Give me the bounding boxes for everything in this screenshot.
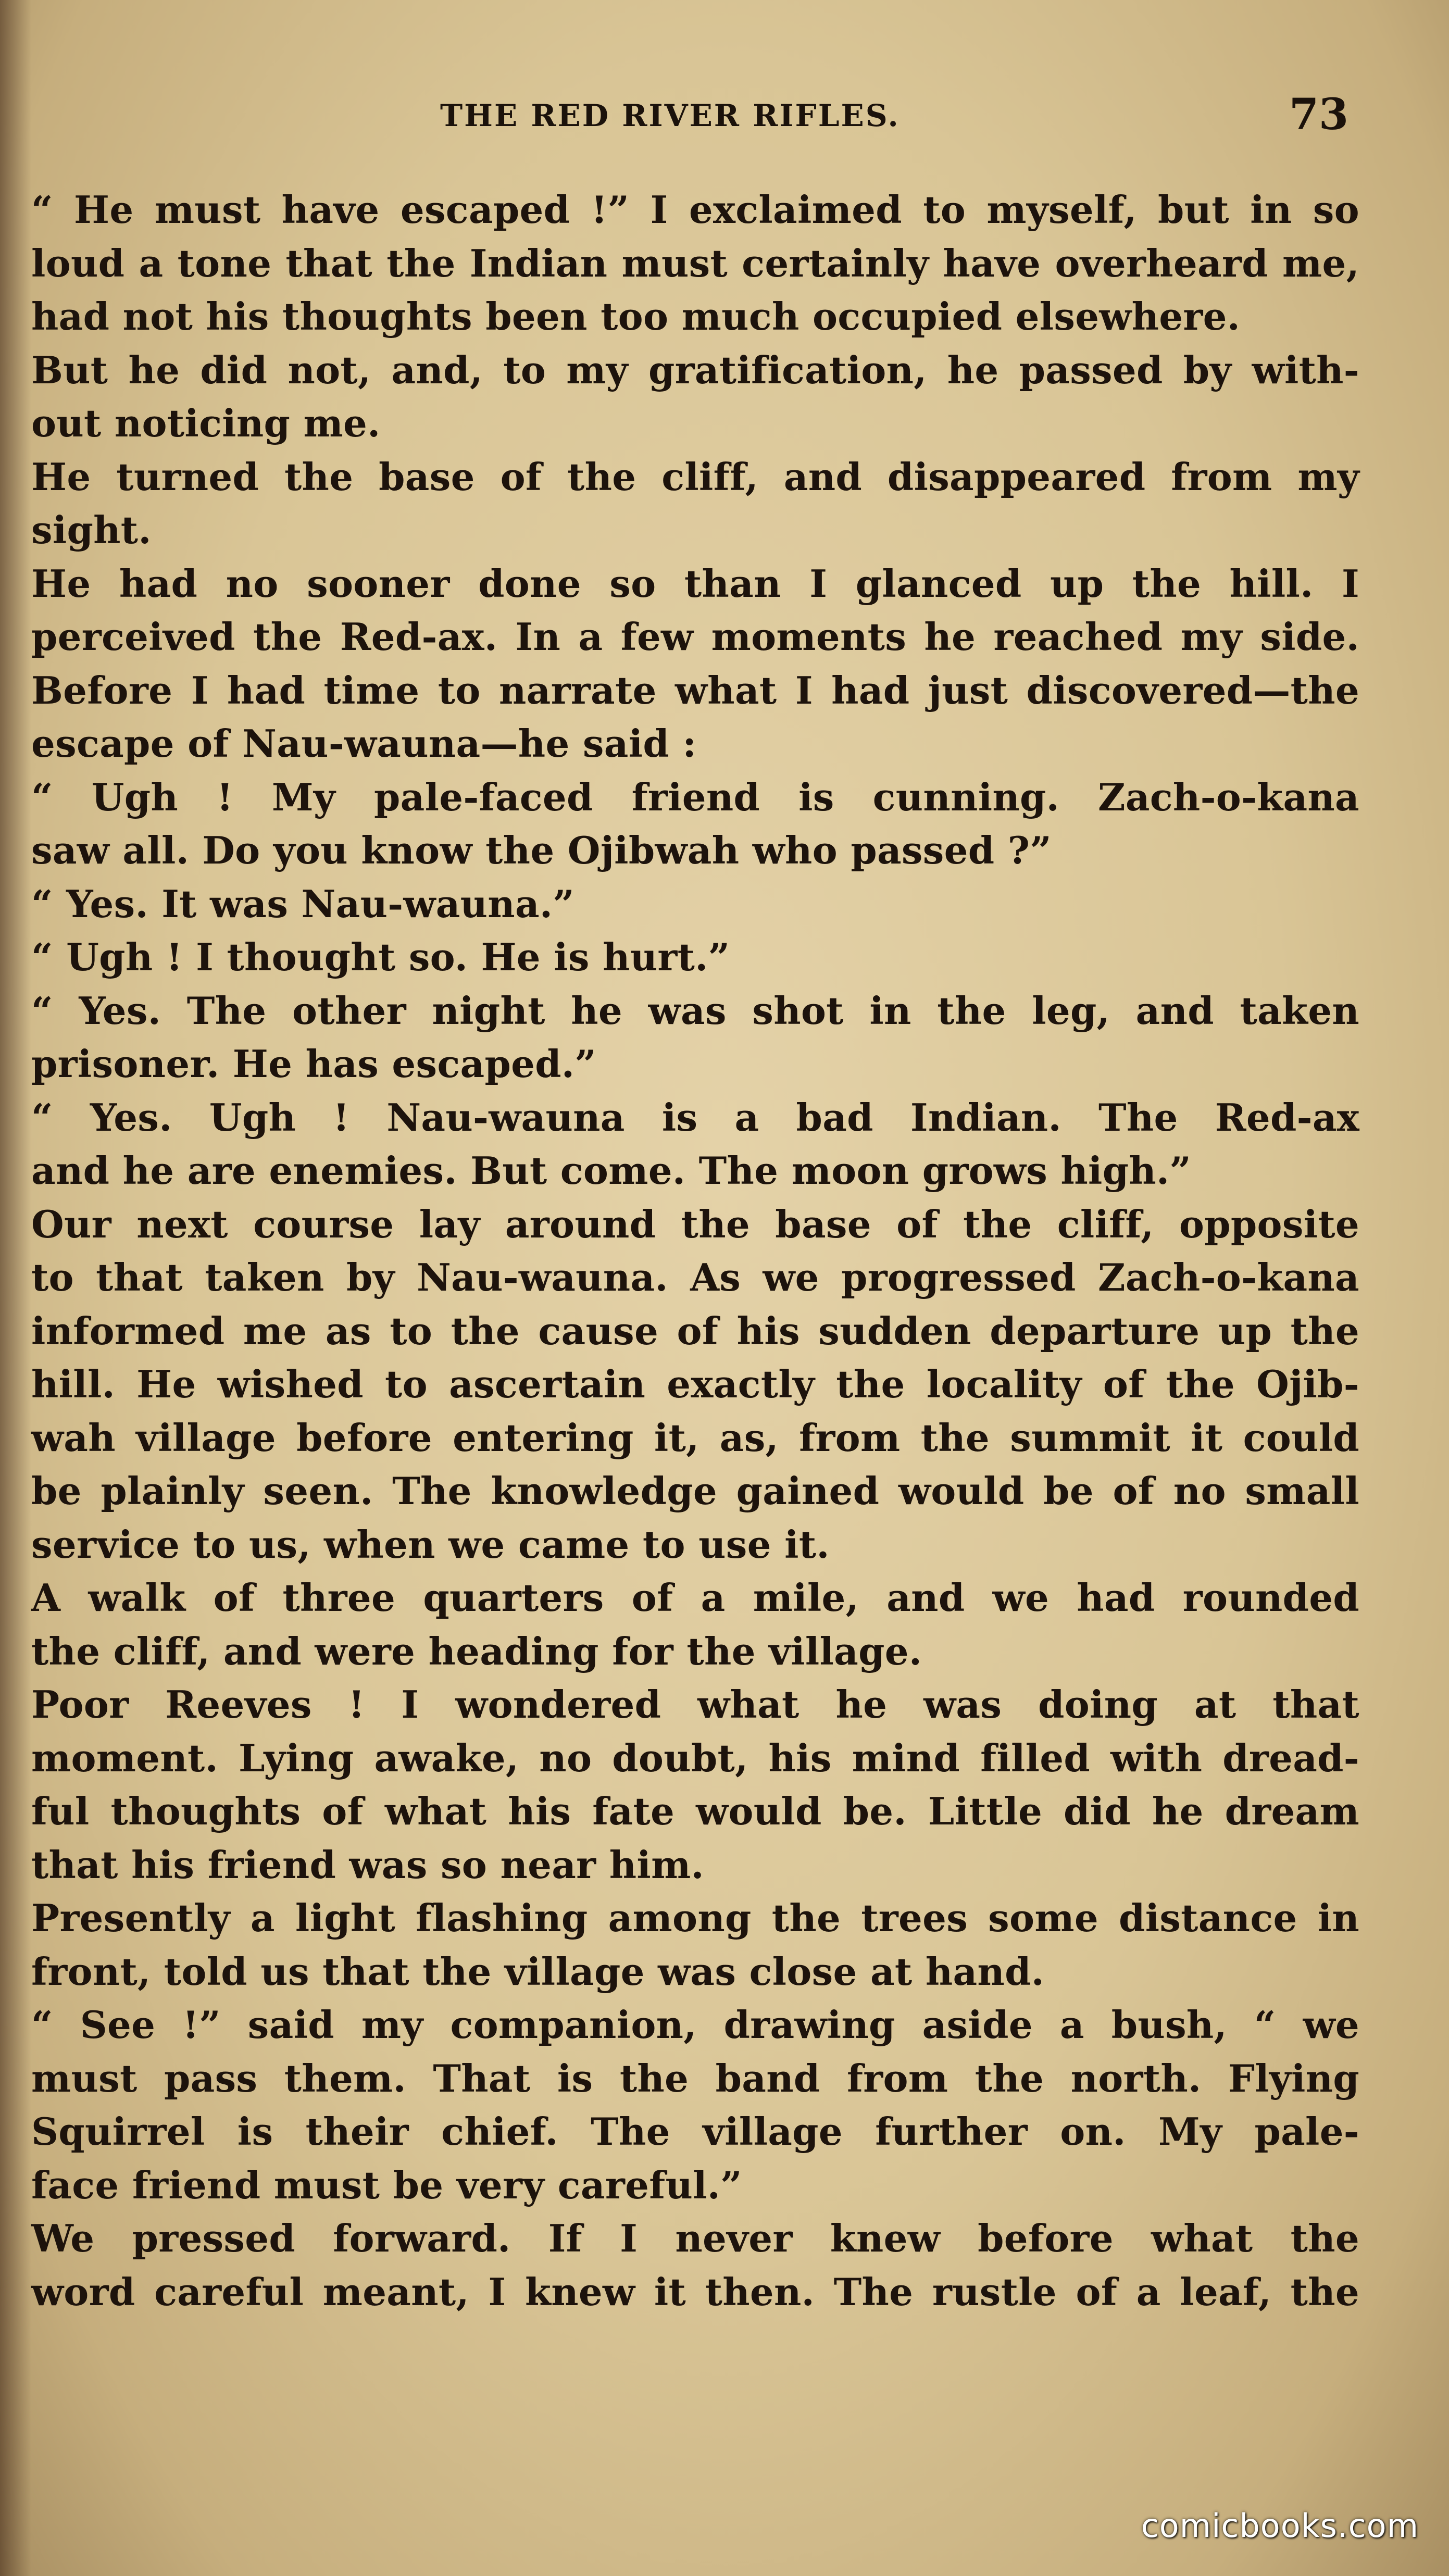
watermark: comicbooks.com: [1141, 2507, 1419, 2545]
text-line: “ He must have escaped !” I exclaimed to myself, but in so: [31, 187, 1359, 232]
body-text: [31, 183, 1359, 2319]
text-line: “ Yes. It was Nau-wauna.”: [31, 881, 574, 926]
text-line: “ See !” said my companion, drawing aside a bush, “ we: [31, 2003, 1359, 2047]
text-line: and he are enemies. But come. The moon grows high.”: [31, 1148, 1192, 1193]
text-line: moment. Lying awake, no doubt, his mind filled with dread-: [31, 1735, 1359, 1780]
text-line: sight.: [31, 508, 152, 552]
text-line: to that taken by Nau-wauna. As we progressed Zach-o-kana: [31, 1255, 1359, 1299]
spine-shadow: [0, 0, 31, 2576]
text-line: informed me as to the cause of his sudden departure up the: [31, 1308, 1359, 1353]
text-line: loud a tone that the Indian must certainly have overheard me,: [31, 241, 1359, 285]
text-line: “ Ugh ! I thought so. He is hurt.”: [31, 935, 730, 979]
text-line: saw all. Do you know the Ojibwah who passed ?”: [31, 828, 1052, 872]
text-line: But he did not, and, to my gratification, he passed by with-: [31, 347, 1359, 392]
running-title: THE RED RIVER RIFLES.: [440, 98, 900, 133]
text-line: Poor Reeves ! I wondered what he was doing at that: [31, 1682, 1359, 1727]
text-line: must pass them. That is the band from the north. Flying: [31, 2056, 1359, 2100]
text-line: Before I had time to narrate what I had just discovered—the: [31, 668, 1359, 712]
text-line: that his friend was so near him.: [31, 1842, 704, 1887]
text-line: escape of Nau-wauna—he said :: [31, 721, 697, 766]
text-line: the cliff, and were heading for the village.: [31, 1629, 922, 1673]
text-line: A walk of three quarters of a mile, and we had rounded: [31, 1575, 1359, 1620]
text-line: front, told us that the village was close at hand.: [31, 1949, 1045, 1994]
text-line: We pressed forward. If I never knew before what the: [31, 2216, 1359, 2260]
text-line: be plainly seen. The knowledge gained would be of no small: [31, 1469, 1359, 1513]
text-line: service to us, when we came to use it.: [31, 1522, 830, 1567]
text-line: perceived the Red-ax. In a few moments he reached my side.: [31, 615, 1359, 659]
text-line: ful thoughts of what his fate would be. Little did he dream: [31, 1789, 1359, 1833]
text-line: He turned the base of the cliff, and disappeared from my: [31, 454, 1359, 499]
text-line: Our next course lay around the base of the cliff, opposite: [31, 1202, 1359, 1246]
text-line: Presently a light flashing among the trees some distance in: [31, 1896, 1359, 1940]
page-header: [0, 90, 1449, 150]
text-line: He had no sooner done so than I glanced up the hill. I: [31, 561, 1359, 606]
text-line: Squirrel is their chief. The village further on. My pale-: [31, 2109, 1359, 2154]
text-line: wah village before entering it, as, from the summit it could: [31, 1415, 1359, 1460]
text-line: hill. He wished to ascertain exactly the locality of the Ojib-: [31, 1362, 1359, 1406]
page-number: 73: [1289, 90, 1349, 140]
text-line: prisoner. He has escaped.”: [31, 1042, 596, 1086]
text-line: “ Ugh ! My pale-faced friend is cunning. Zach-o-kana: [31, 774, 1359, 819]
text-line: out noticing me.: [31, 401, 381, 445]
text-line: word careful meant, I knew it then. The rustle of a leaf, the: [31, 2269, 1359, 2314]
text-line: “ Yes. The other night he was shot in the leg, and taken: [31, 988, 1359, 1033]
text-line: face friend must be very careful.”: [31, 2162, 742, 2207]
text-line: had not his thoughts been too much occupied elsewhere.: [31, 294, 1241, 339]
text-line: “ Yes. Ugh ! Nau-wauna is a bad Indian. The Red-ax: [31, 1095, 1359, 1140]
